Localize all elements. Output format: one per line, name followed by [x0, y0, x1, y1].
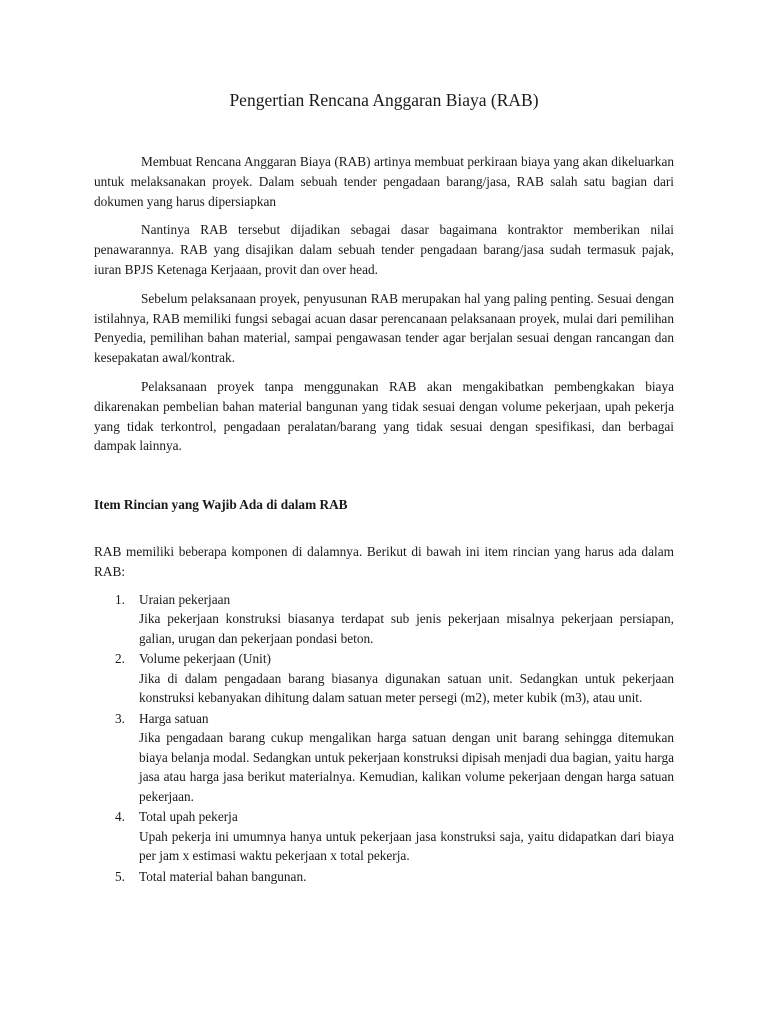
- list-intro: RAB memiliki beberapa komponen di dalamnya. Berikut di bawah ini item rincian yang harus ada dalam RAB:: [94, 543, 674, 579]
- list-item-number: 2.: [115, 651, 125, 667]
- intro-paragraph: Sebelum pelaksanaan proyek, penyusunan RAB merupakan hal yang paling penting. Sesuai dengan istilahnya, RAB memiliki fungsi sebagai acuan dasar perencanaan pelaksanaan proyek, mulai dari pemilihan Penyedia, pemilihan bahan material, sampai pengawasan tender agar berjalan sesuai dengan rancangan dan kesepakatan awal/kontrak.: [94, 290, 674, 366]
- list-item-body: [139, 807, 674, 866]
- list-item: [94, 867, 674, 887]
- list-item-title: Total material bahan bangunan.: [139, 868, 307, 884]
- list-item-title: Harga satuan: [139, 710, 209, 726]
- list-item-title: Total upah pekerja: [139, 809, 238, 825]
- list-item-number: 1.: [115, 591, 125, 607]
- list-item-description: Jika pengadaan barang cukup mengalikan harga satuan dengan unit barang sehingga ditemukan biaya belanja modal. Sedangkan untuk pekerjaan konstruksi dipisah menjadi dua bagian, yaitu harga jasa atau harga jasa berikut materialnya. Kemudian, kalikan volume pekerjaan dengan harga satuan pekerjaan.: [139, 730, 674, 804]
- rab-item-list: [94, 590, 674, 887]
- list-item-number: 4.: [115, 809, 125, 825]
- list-item: [94, 649, 674, 708]
- list-item-description: Jika di dalam pengadaan barang biasanya digunakan satuan unit. Sedangkan untuk pekerjaan konstruksi kebanyakan dihitung dalam satuan meter persegi (m2), meter kubik (m3), atau unit.: [139, 670, 674, 706]
- list-item-number: 3.: [115, 710, 125, 726]
- list-item-title: Volume pekerjaan (Unit): [139, 651, 271, 667]
- list-item-number: 5.: [115, 868, 125, 884]
- intro-paragraph: Nantinya RAB tersebut dijadikan sebagai dasar bagaimana kontraktor memberikan nilai penawarannya. RAB yang disajikan dalam sebuah tender pengadaan barang/jasa sudah termasuk pajak, iuran BPJS Ketenaga Kerjaaan, provit dan over head.: [94, 222, 674, 277]
- list-item: [94, 590, 674, 649]
- list-item-body: [139, 867, 674, 887]
- list-item-description: Upah pekerja ini umumnya hanya untuk pekerjaan jasa konstruksi saja, yaitu didapatkan dari biaya per jam x estimasi waktu pekerjaan x total pekerja.: [139, 828, 674, 864]
- intro-paragraph: Pelaksanaan proyek tanpa menggunakan RAB akan mengakibatkan pembengkakan biaya dikarenakan pembelian bahan material bangunan yang tidak sesuai dengan volume pekerjaan, upah pekerja yang tidak terkontrol, pengadaan peralatan/barang yang tidak sesuai dengan spesifikasi, dan berbagai dampak lainnya.: [94, 378, 674, 454]
- list-item-body: [139, 649, 674, 708]
- intro-section: [94, 152, 674, 456]
- document-page: [94, 88, 674, 887]
- list-item-title: Uraian pekerjaan: [139, 591, 231, 607]
- list-item-body: [139, 590, 674, 649]
- document-title: Pengertian Rencana Anggaran Biaya (RAB): [229, 90, 539, 110]
- list-item: [94, 807, 674, 866]
- list-item-body: [139, 709, 674, 807]
- list-item-description: Jika pekerjaan konstruksi biasanya terdapat sub jenis pekerjaan misalnya pekerjaan persiapan, galian, urugan dan pekerjaan pondasi beton.: [139, 611, 674, 646]
- list-item: [94, 709, 674, 807]
- intro-paragraph: Membuat Rencana Anggaran Biaya (RAB) artinya membuat perkiraan biaya yang akan dikeluarkan untuk melaksanakan proyek. Dalam sebuah tender pengadaan barang/jasa, RAB salah satu bagian dari dokumen yang harus dipersiapkan: [94, 154, 674, 209]
- section-heading: Item Rincian yang Wajib Ada di dalam RAB: [94, 497, 348, 513]
